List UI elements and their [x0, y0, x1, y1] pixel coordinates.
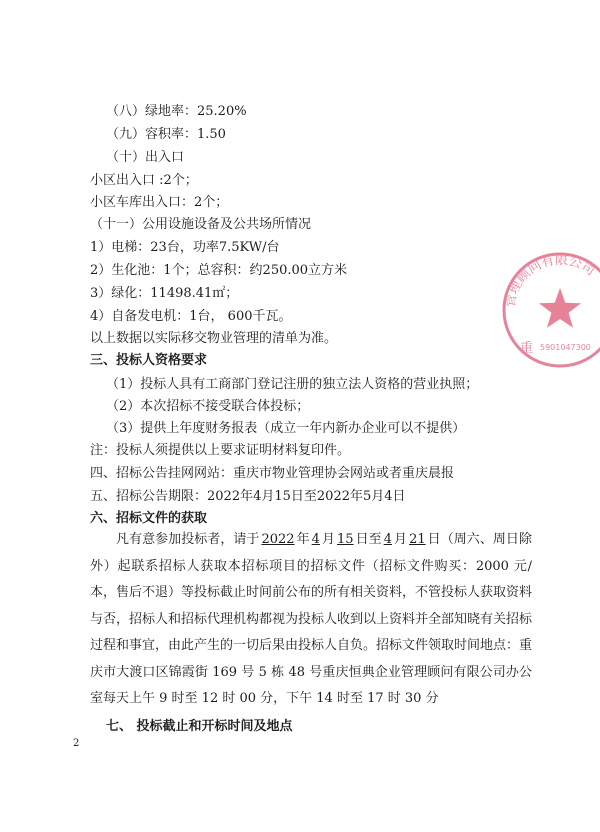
- line-entrances-heading: （十）出入口: [106, 150, 185, 165]
- section-5-line: 五、招标公告期限：2022年4月15日至2022年5月4日: [90, 489, 406, 504]
- para-month-start: 4: [311, 532, 320, 547]
- line-plot-ratio: （九）容积率：1.50: [106, 127, 226, 142]
- document-acquisition-paragraph: [90, 527, 532, 713]
- line-facilities-heading: （十一）公用设施设备及公共场所情况: [90, 217, 312, 232]
- line-green-ratio: （八）绿地率：25.20%: [106, 104, 247, 119]
- section-3-heading: 三、投标人资格要求: [90, 353, 208, 368]
- seal-number: 5901047300: [540, 343, 591, 352]
- para-year: 2022: [261, 532, 295, 547]
- line-greening: 3）绿化：11498.41㎡；: [90, 286, 239, 301]
- line-data-note: 以上数据以实际移交物业管理的清单为准。: [90, 331, 338, 346]
- line-generator: 4）自备发电机：1台， 600千瓦。: [90, 309, 292, 324]
- seal-bottom-text: 重: [520, 341, 534, 356]
- requirement-3: （3）提供上年度财务报表（成立一年内新办企业可以不提供）: [106, 421, 466, 436]
- seal-star-icon: [539, 288, 581, 328]
- para-text-5: 月: [393, 532, 408, 547]
- section-4-line: 四、招标公告挂网网站：重庆市物业管理协会网站或者重庆晨报: [90, 466, 455, 481]
- line-septic-tank: 2）生化池：1个；总容积：约250.00立方米: [90, 263, 348, 278]
- para-day-start: 15: [337, 532, 354, 547]
- para-text-3: 月: [321, 532, 336, 547]
- section-6-heading: 六、招标文件的获取: [90, 511, 208, 526]
- line-garage-entrance: 小区车库出入口：2个；: [90, 195, 229, 210]
- section-7-heading: 七、 投标截止和开标时间及地点: [106, 719, 293, 734]
- line-community-entrance: 小区出入口 :2个；: [90, 173, 198, 188]
- line-elevator: 1）电梯：23台，功率7.5KW/台: [90, 240, 280, 255]
- para-text-4: 日至: [355, 532, 382, 547]
- requirement-note: 注：投标人须提供以上要求证明材料复印件。: [90, 443, 351, 458]
- requirement-1: （1）投标人具有工商部门登记注册的独立法人资格的营业执照；: [106, 377, 479, 392]
- seal-arc-text: 管理顾问有限公司: [502, 252, 598, 309]
- para-day-end: 21: [409, 532, 426, 547]
- para-month-end: 4: [383, 532, 392, 547]
- para-text-6: 日（周六、周日除外）起联系招标人获取本招标项目的招标文件（招标文件购买：2000 元/本，售后不退）等投标截止时间前公布的所有相关资料，不管投标人获取资料与否，招标人和招标代理机构都视为投标人收到以上资料并全部知晓有关招标过程和事宜，由此产生的一切后果由投标人自负。招标文件领取时间地点：重庆市大渡口区锦霞街 169 号 5 栋 48 号重庆恒典企业管理顾问有限公司办公室每天上午 9 时至 12 时 00 分，下午 14 时至 17 时 30 分: [90, 532, 533, 706]
- para-text-1: 凡有意参加投标者，请于: [116, 532, 260, 547]
- requirement-2: （2）本次招标不接受联合体投标；: [106, 399, 310, 414]
- company-seal: [500, 240, 600, 370]
- para-text-2: 年: [296, 532, 310, 547]
- page-number: 2: [73, 738, 80, 749]
